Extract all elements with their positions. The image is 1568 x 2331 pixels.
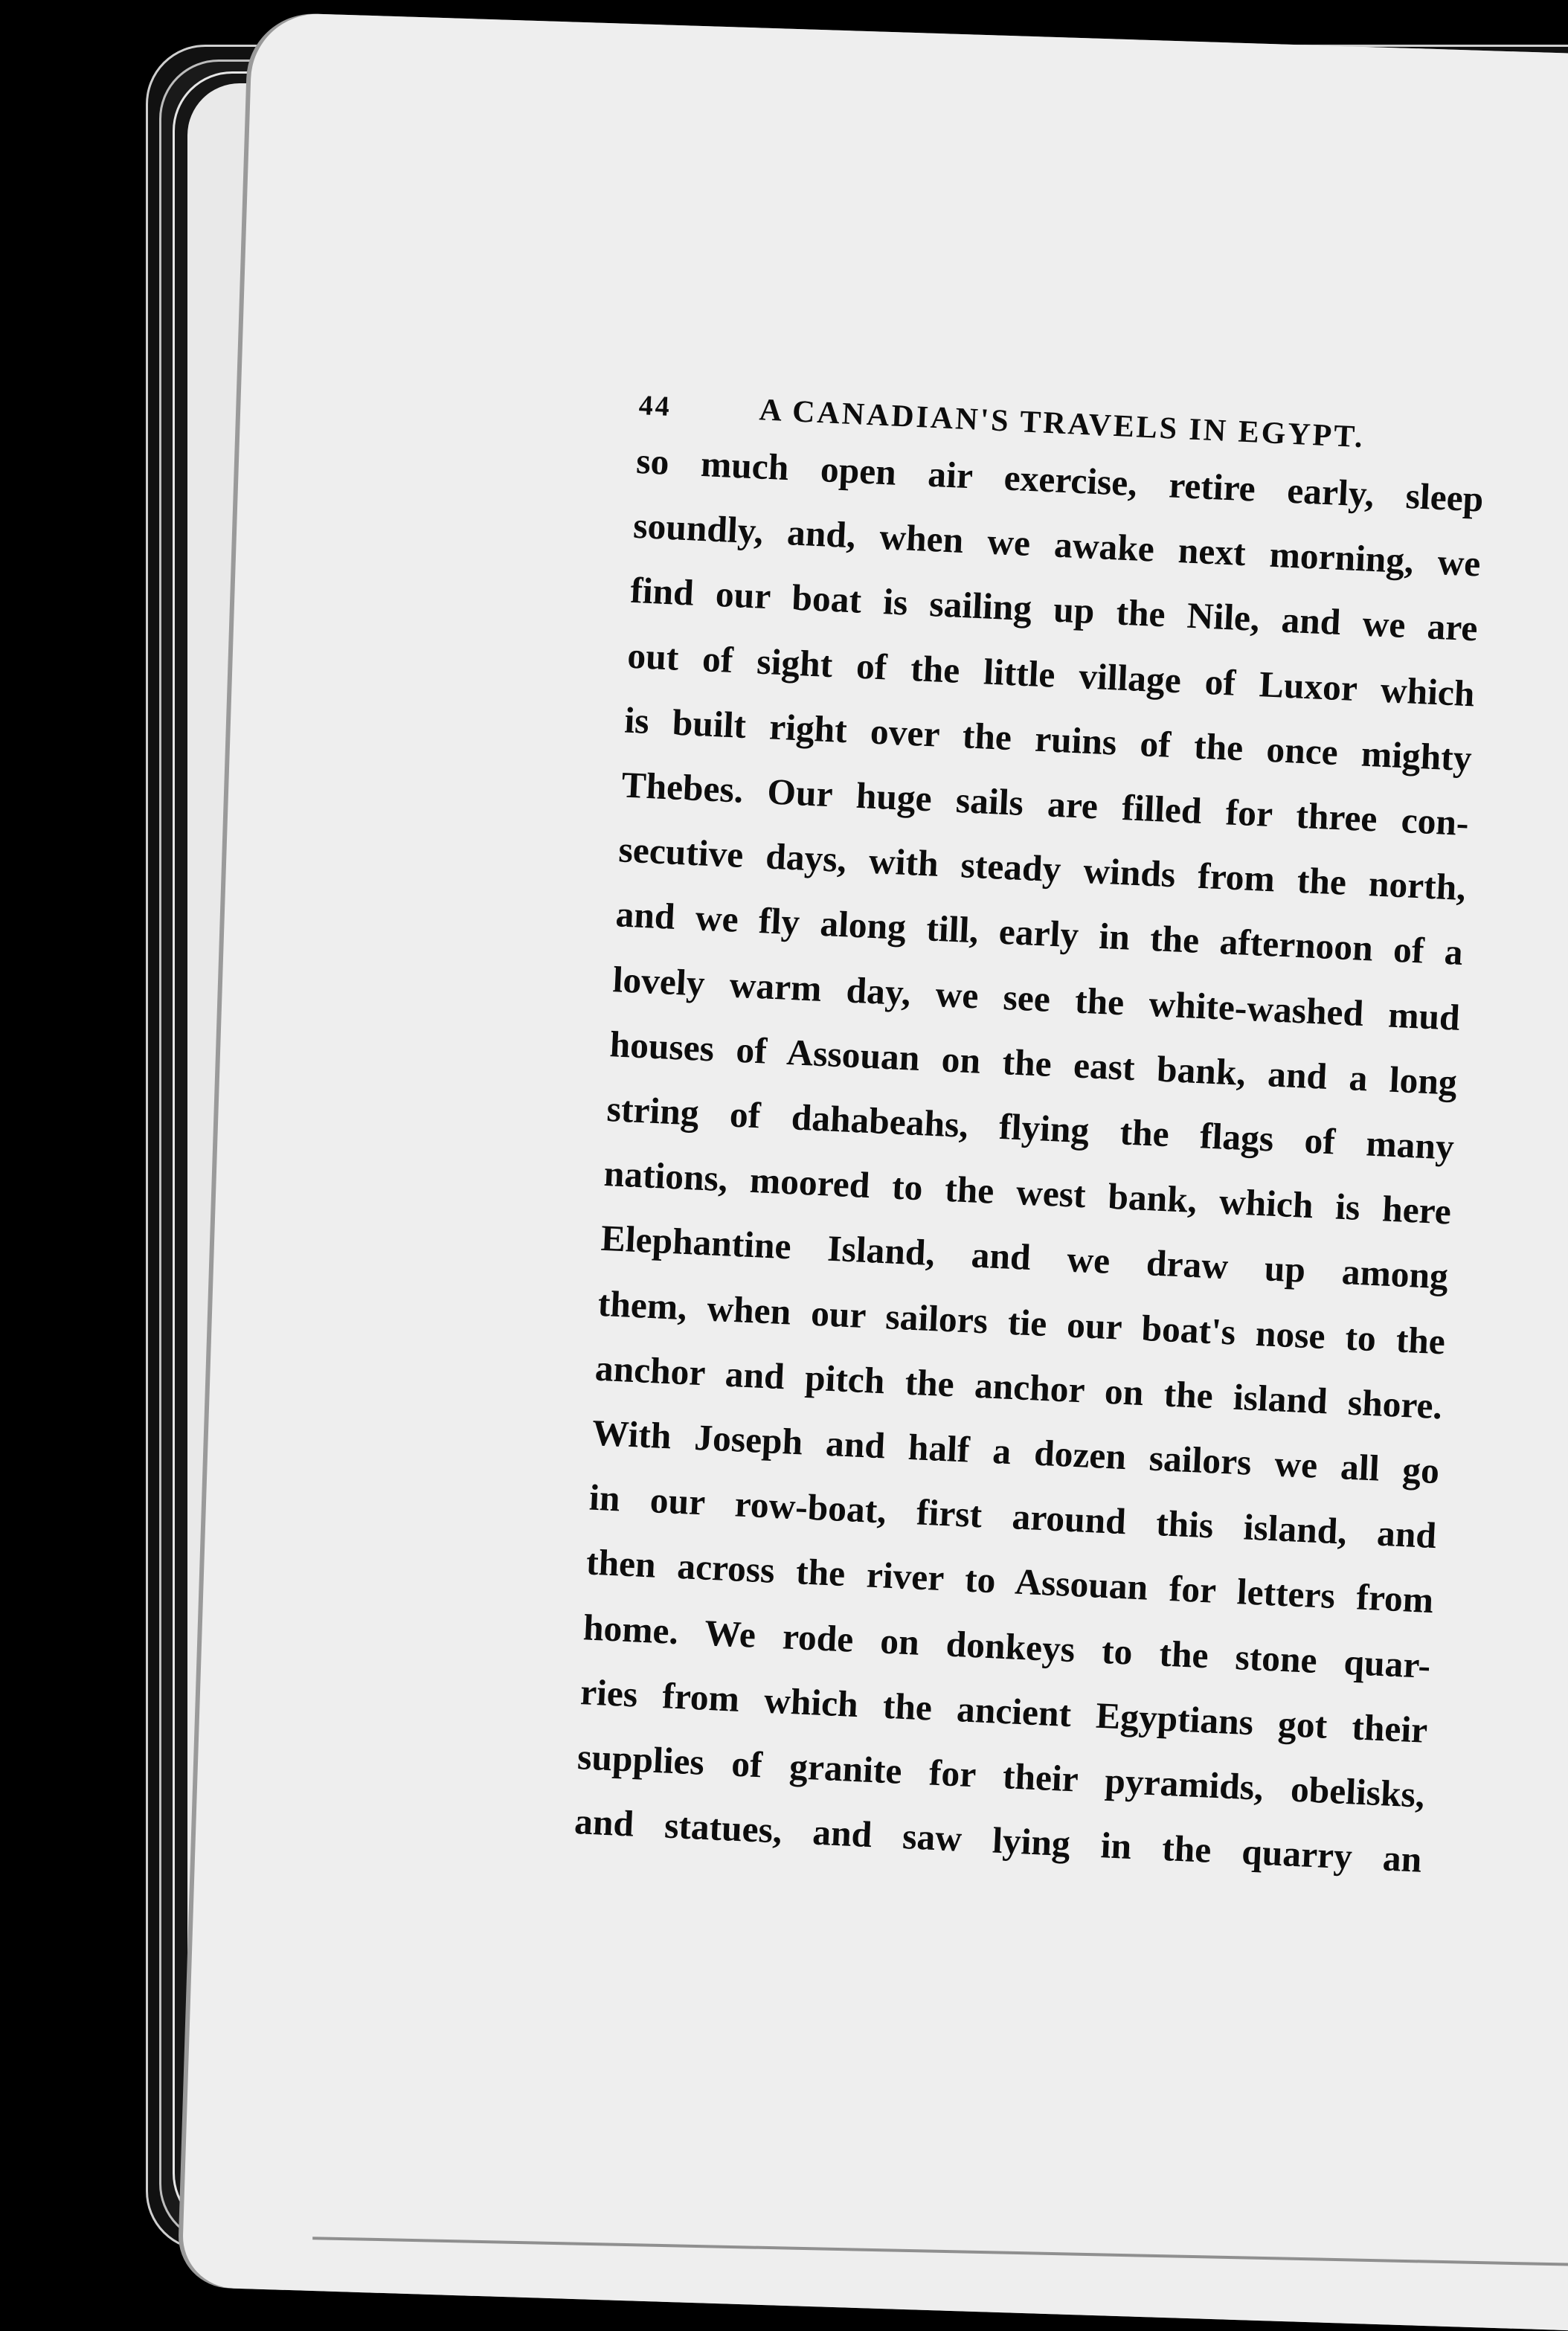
text-line: home. We rode on donkeys to the stone quar- — [582, 1606, 1432, 1686]
text-line: them, when our sailors tie our boat's nose to the — [597, 1282, 1447, 1363]
text-line: lovely warm day, we see the white-washed mud — [611, 958, 1461, 1038]
running-head: A CANADIAN'S TRAVELS IN EGYPT. — [758, 393, 1366, 455]
text-line: find our boat is sailing up the Nile, and we are — [629, 570, 1479, 649]
body-paragraph — [573, 428, 1485, 1892]
text-line: With Joseph and half a dozen sailors we all go — [591, 1412, 1441, 1492]
text-line: in our row-boat, first around this island, and — [588, 1476, 1438, 1557]
text-line: Thebes. Our huge sails are filled for three con- — [620, 764, 1470, 844]
text-line: supplies of granite for their pyramids, obelisks, — [576, 1736, 1426, 1816]
text-line: and we fly along till, early in the afternoon of a — [614, 893, 1464, 974]
text-line: out of sight of the little village of Luxor which — [626, 634, 1476, 714]
text-line: secutive days, with steady winds from the north, — [617, 829, 1467, 909]
text-line: and statues, and saw lying in the quarry an — [573, 1801, 1423, 1880]
text-line: anchor and pitch the anchor on the island shore. — [594, 1347, 1444, 1427]
text-line: ries from which the ancient Egyptians got their — [579, 1671, 1429, 1751]
page-number: 44 — [637, 389, 672, 422]
text-line: soundly, and, when we awake next morning, we — [632, 505, 1482, 585]
text-line: Elephantine Island, and we draw up among — [600, 1218, 1450, 1297]
page-text-block — [573, 387, 1486, 1892]
text-line: nations, moored to the west bank, which is here — [603, 1153, 1453, 1232]
text-line: houses of Assouan on the east bank, and a long — [608, 1023, 1458, 1103]
text-line: so much open air exercise, retire early, sleep — [635, 440, 1485, 520]
text-line: then across the river to Assouan for letters from — [585, 1541, 1435, 1621]
text-line: string of dahabeahs, flying the flags of many — [605, 1088, 1456, 1168]
text-line: is built right over the ruins of the once mighty — [623, 699, 1473, 779]
